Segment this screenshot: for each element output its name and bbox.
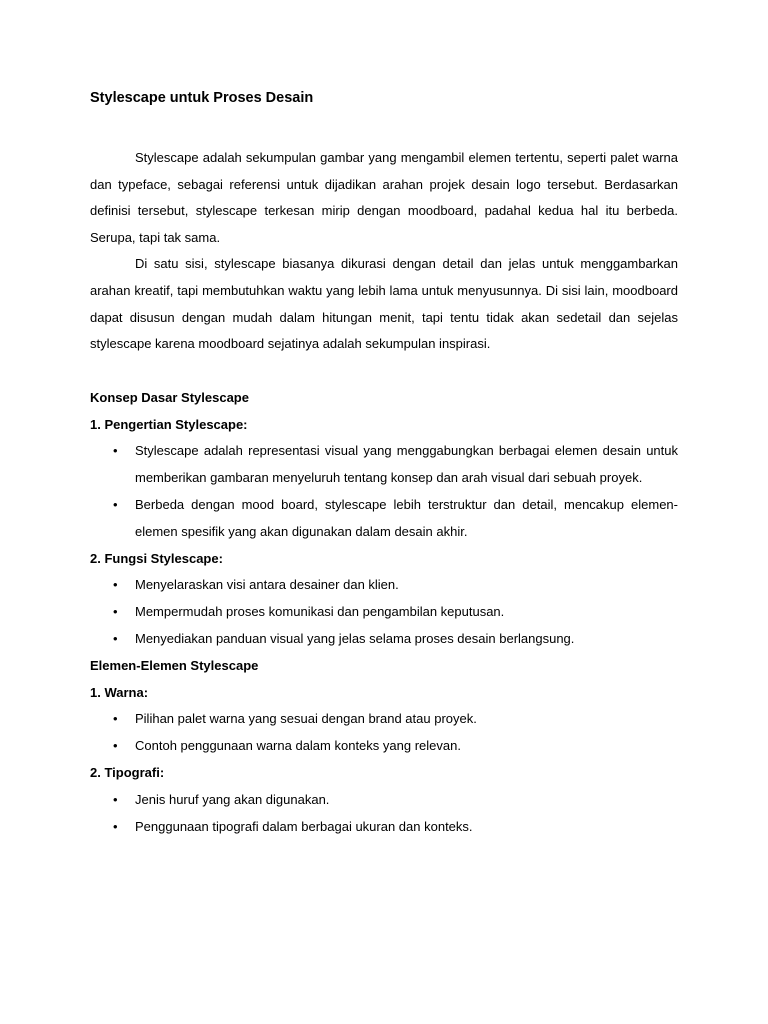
bullet-icon: • (113, 577, 118, 593)
list-item-text: Jenis huruf yang akan digunakan. (135, 791, 330, 807)
list-item (90, 814, 678, 841)
section-heading-konsep-dasar: Konsep Dasar Stylescape (90, 389, 249, 405)
bullet-icon: • (113, 818, 118, 834)
bullet-icon: • (113, 630, 118, 646)
bullet-icon: • (113, 496, 118, 512)
subheading-warna: 1. Warna: (90, 684, 149, 700)
spacer (90, 358, 678, 385)
bullet-icon: • (113, 738, 118, 754)
list-item-text: Penggunaan tipografi dalam berbagai ukuran dan konteks. (135, 818, 473, 834)
list-item (90, 438, 678, 492)
bullet-icon: • (113, 604, 118, 620)
subheading-tipografi: 2. Tipografi: (90, 764, 165, 780)
bullet-icon: • (113, 791, 118, 807)
list-item (90, 706, 678, 733)
subheading-pengertian: 1. Pengertian Stylescape: (90, 416, 248, 432)
list-item-text: Menyediakan panduan visual yang jelas selama proses desain berlangsung. (135, 630, 575, 646)
bullet-list-pengertian (90, 438, 678, 545)
list-item (90, 492, 678, 546)
list-item-text: Mempermudah proses komunikasi dan pengambilan keputusan. (135, 604, 505, 620)
section-heading-elemen: Elemen-Elemen Stylescape (90, 657, 259, 673)
document-title: Stylescape untuk Proses Desain (90, 90, 314, 106)
document-body (90, 86, 678, 840)
list-item-text: Pilihan palet warna yang sesuai dengan brand atau proyek. (135, 711, 477, 727)
list-item (90, 733, 678, 760)
bullet-icon: • (113, 711, 118, 727)
list-item-text: Berbeda dengan mood board, stylescape lebih terstruktur dan detail, mencakup elemen-elemen spesifik yang akan digunakan dalam desain akhir. (135, 496, 678, 539)
bullet-icon: • (113, 443, 118, 459)
list-item (90, 572, 678, 599)
list-item-text: Stylescape adalah representasi visual yang menggabungkan berbagai elemen desain untuk memberikan gambaran menyeluruh tentang konsep dan arah visual dari sebuah proyek. (135, 443, 678, 486)
list-item-text: Menyelaraskan visi antara desainer dan klien. (135, 577, 399, 593)
list-item (90, 626, 678, 653)
bullet-list-tipografi (90, 787, 678, 841)
list-item (90, 787, 678, 814)
bullet-list-warna (90, 706, 678, 760)
list-item-text: Contoh penggunaan warna dalam konteks yang relevan. (135, 738, 461, 754)
bullet-list-fungsi (90, 572, 678, 652)
paragraph-intro: Stylescape adalah sekumpulan gambar yang mengambil elemen tertentu, seperti palet warna dan typeface, sebagai referensi untuk dijadikan arahan projek desain logo tersebut. Berdasarkan definisi tersebut, stylescape terkesan mirip dengan moodboard, padahal kedua hal itu berbeda. Serupa, tapi tak sama. (90, 150, 678, 245)
list-item (90, 599, 678, 626)
subheading-fungsi: 2. Fungsi Stylescape: (90, 550, 223, 566)
paragraph-comparison: Di satu sisi, stylescape biasanya dikurasi dengan detail dan jelas untuk menggambarkan arahan kreatif, tapi membutuhkan waktu yang lebih lama untuk menyusunnya. Di sisi lain, moodboard dapat disusun dengan mudah dalam hitungan menit, tapi tentu tidak akan sedetail dan sejelas stylescape karena moodboard sejatinya adalah sekumpulan inspirasi. (90, 256, 678, 352)
